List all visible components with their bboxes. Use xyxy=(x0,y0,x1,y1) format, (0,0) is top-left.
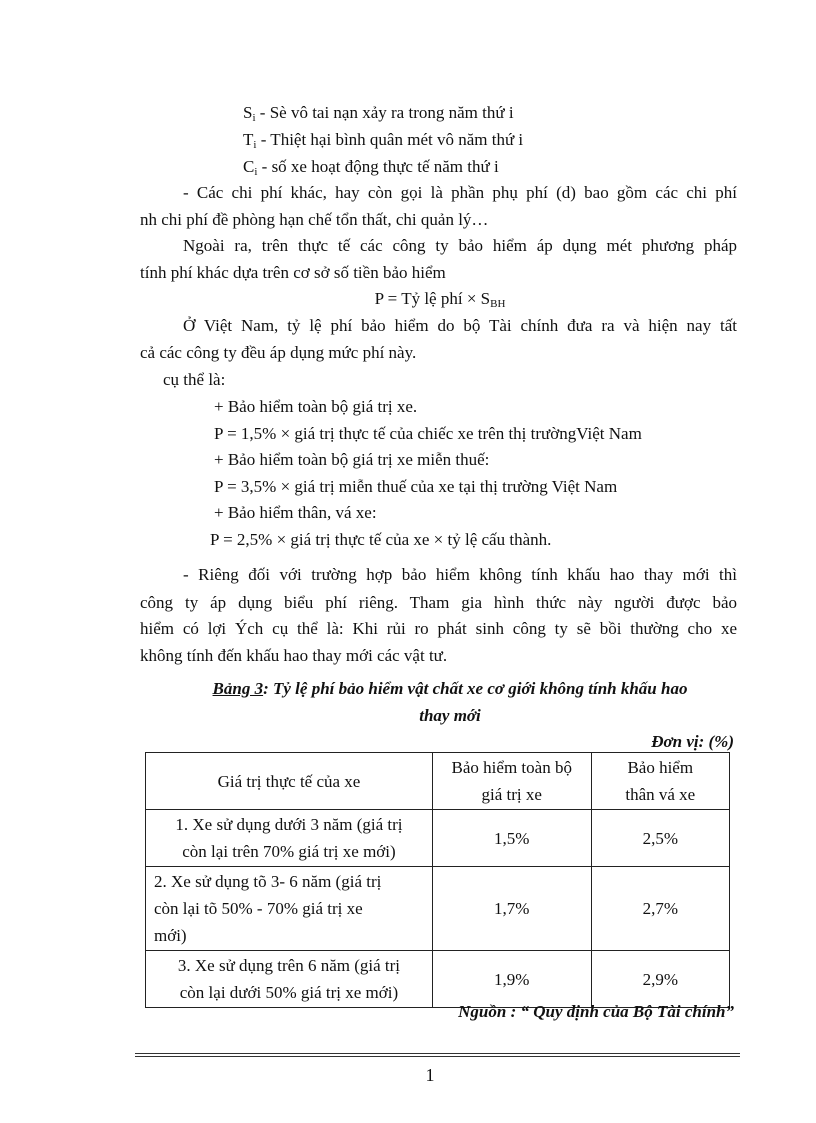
footer-divider-top xyxy=(135,1053,740,1054)
table-row xyxy=(146,810,730,867)
row-description: 1. Xe sử dụng dưới 3 năm (giá trị còn lại trên 70% giá trị xe mới) xyxy=(146,810,433,867)
paragraph-other-costs-line2: nh chi phí đề phòng hạn chế tổn thất, chi quản lý… xyxy=(140,210,489,229)
paragraph-no-depreciation-line4: không tính đến khấu hao thay mới các vật tư. xyxy=(140,646,448,665)
source-note: Nguồn : “ Quy định của Bộ Tài chính” xyxy=(458,1002,734,1021)
row-full-rate: 1,9% xyxy=(432,951,591,1008)
paragraph-no-depreciation-line2: công ty áp dụng biểu phí riêng. Tham gia hình thức này người được bảo xyxy=(140,593,737,612)
row-body-rate: 2,7% xyxy=(591,867,729,951)
definition-s: $S_i$ - Sè vô tai nạn xảy ra trong năm thứ i xyxy=(243,103,514,124)
row-description: 2. Xe sử dụng tõ 3- 6 năm (giá trị còn lại tõ 50% - 70% giá trị xe mới) xyxy=(146,867,433,951)
table-row xyxy=(146,951,730,1008)
row-description: 3. Xe sử dụng trên 6 năm (giá trị còn lại dưới 50% giá trị xe mới) xyxy=(146,951,433,1008)
item-full-coverage: + Bảo hiểm toàn bộ giá trị xe. xyxy=(214,397,418,416)
header-actual-value: Giá trị thực tế của xe xyxy=(146,753,433,810)
paragraph-alt-method-line1: Ngoài ra, trên thực tế các công ty bảo hiểm áp dụng mét phương pháp xyxy=(183,236,737,255)
table-caption: Bảng 3: Tỷ lệ phí bảo hiểm vật chất xe cơ giới không tính khấu hao xyxy=(212,679,688,698)
header-full-coverage: Bảo hiểm toàn bộ giá trị xe xyxy=(432,753,591,810)
paragraph-alt-method-line2: tính phí khác dựa trên cơ sở số tiền bảo hiểm xyxy=(140,263,446,282)
row-full-rate: 1,5% xyxy=(432,810,591,867)
paragraph-no-depreciation-line3: hiểm có lợi Ých cụ thể là: Khi rủi ro phát sinh công ty sẽ bồi thường cho xe xyxy=(140,619,737,638)
row-body-rate: 2,5% xyxy=(591,810,729,867)
item-tax-free-coverage: + Bảo hiểm toàn bộ giá trị xe miễn thuế: xyxy=(214,450,490,469)
row-body-rate: 2,9% xyxy=(591,951,729,1008)
formula-body: P = 2,5% × giá trị thực tế của xe × tỷ lệ cấu thành. xyxy=(210,530,552,549)
table-caption-line2: thay mới xyxy=(419,706,481,725)
intro-label: cụ thể là: xyxy=(163,370,226,389)
paragraph-vietnam-line2: cả các công ty đều áp dụng mức phí này. xyxy=(140,343,417,362)
unit-label: Đơn vị: (%) xyxy=(651,732,734,751)
paragraph-vietnam-line1: Ở Việt Nam, tỷ lệ phí bảo hiểm do bộ Tài chính đưa ra và hiện nay tất xyxy=(183,316,737,335)
row-full-rate: 1,7% xyxy=(432,867,591,951)
definition-t: $T_i$ - Thiệt hại bình quân mét vô năm thứ i xyxy=(243,130,524,151)
item-body-coverage: + Bảo hiểm thân, vá xe: xyxy=(214,503,377,522)
table-row xyxy=(146,867,730,951)
page-number: 1 xyxy=(425,1065,435,1085)
footer-divider-bottom xyxy=(135,1056,740,1057)
formula-main: P = Tỷ lệ phí × $S_{BH}$ xyxy=(374,289,506,310)
paragraph-no-depreciation-line1: - Riêng đối với trường hợp bảo hiểm không tính khấu hao thay mới thì xyxy=(183,565,737,584)
formula-tax-free: P = 3,5% × giá trị miễn thuế của xe tại thị trường Việt Nam xyxy=(214,477,618,496)
rate-table xyxy=(145,752,730,1008)
definition-c: $C_i$ - số xe hoạt động thực tế năm thứ i xyxy=(243,157,499,178)
header-body-coverage: Bảo hiểm thân vá xe xyxy=(591,753,729,810)
paragraph-other-costs-line1: - Các chi phí khác, hay còn gọi là phần phụ phí (d) bao gồm các chi phí xyxy=(183,183,737,202)
formula-full-coverage: P = 1,5% × giá trị thực tế của chiếc xe trên thị trườngViệt Nam xyxy=(214,424,642,443)
table-header-row xyxy=(146,753,730,810)
